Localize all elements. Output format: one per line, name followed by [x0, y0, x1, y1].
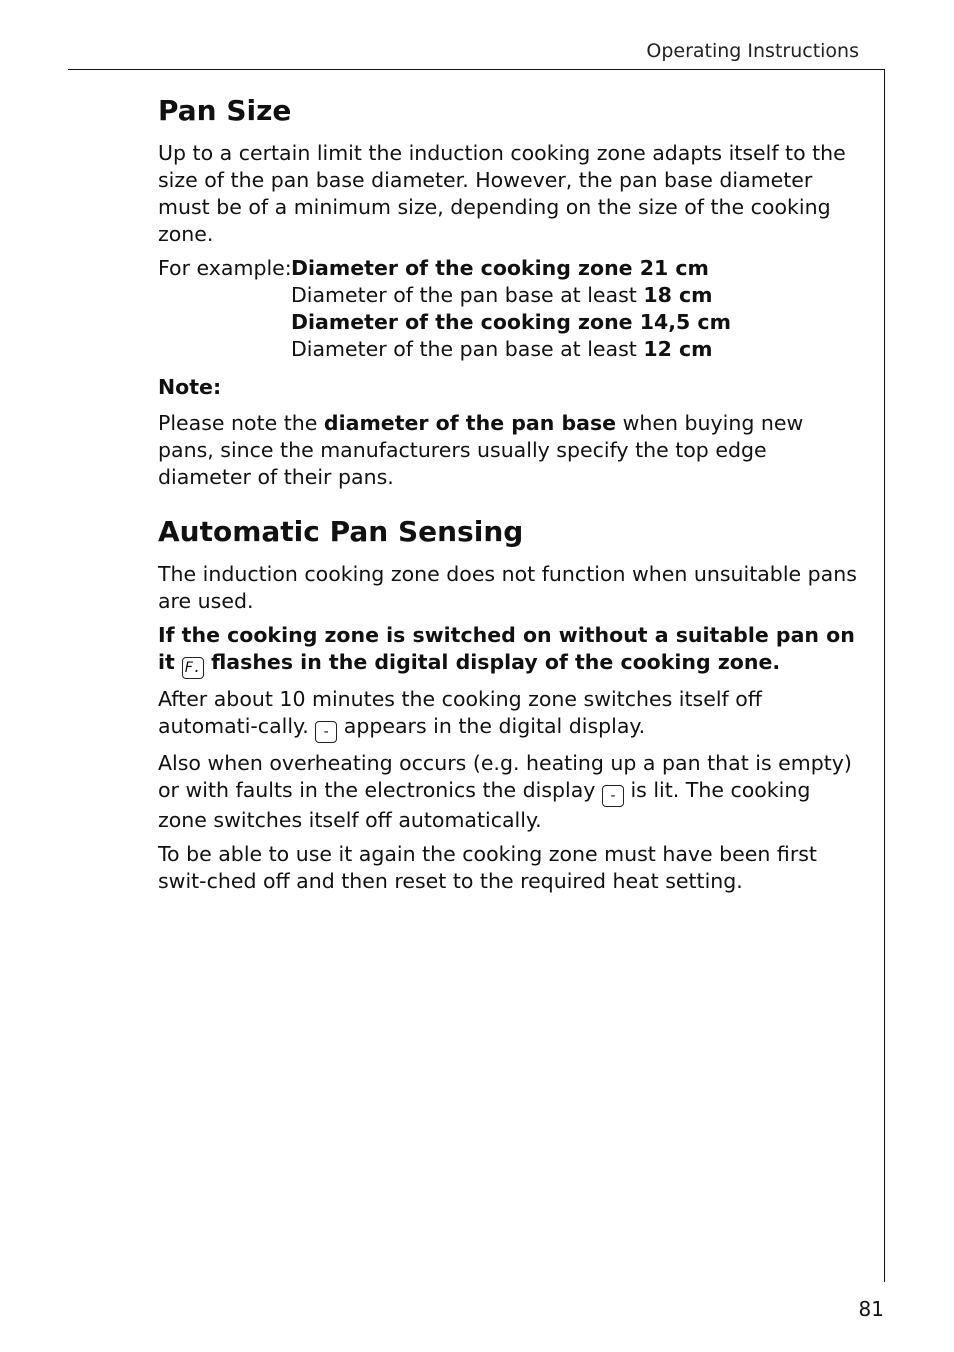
note-label: Note: [158, 375, 222, 399]
example-label: For example: [158, 256, 292, 280]
auto-sensing-p1: The induction cooking zone does not function when unsuitable pans are used. [158, 562, 857, 613]
example-zone-1: Diameter of the cooking zone 21 cm [291, 256, 709, 280]
page-number: 81 [858, 1297, 884, 1321]
example-lines [291, 255, 731, 363]
auto-sensing-p5: To be able to use it again the cooking zone must have been first swit-ched off and then reset to the required heat setting. [158, 842, 817, 893]
pan-size-heading: Pan Size [158, 94, 292, 127]
auto-sensing-warning: If the cooking zone is switched on without a suitable pan on it F. flashes in the digital display of the cooking zone. [158, 622, 858, 679]
margin-rule [884, 69, 885, 1282]
pan-size-example [158, 255, 858, 363]
header-rule [68, 69, 885, 70]
display-dash-icon: - [315, 721, 337, 743]
example-base-1: Diameter of the pan base at least 18 cm [291, 283, 713, 307]
display-f-icon: F. [182, 657, 204, 679]
pan-size-intro: Up to a certain limit the induction cooking zone adapts itself to the size of the pan base diameter. However, the pan base diameter must be of a minimum size, depending on the size of the cooking zone. [158, 141, 846, 246]
example-zone-2: Diameter of the cooking zone 14,5 cm [291, 310, 731, 334]
page-content [158, 92, 858, 902]
header-title: Operating Instructions [646, 40, 859, 62]
auto-sensing-p4: Also when overheating occurs (e.g. heating up a pan that is empty) or with faults in the electronics the display - is lit. The cooking zone switches itself off automatically. [158, 751, 852, 832]
auto-sensing-p3: After about 10 minutes the cooking zone switches itself off automati-cally. - appears in the digital display. [158, 686, 858, 743]
display-dash-icon: - [602, 785, 624, 807]
auto-sensing-heading: Automatic Pan Sensing [158, 515, 524, 548]
example-base-2: Diameter of the pan base at least 12 cm [291, 337, 713, 361]
note-text: Please note the diameter of the pan base when buying new pans, since the manufacturers usually specify the top edge diameter of their pans. [158, 411, 804, 489]
